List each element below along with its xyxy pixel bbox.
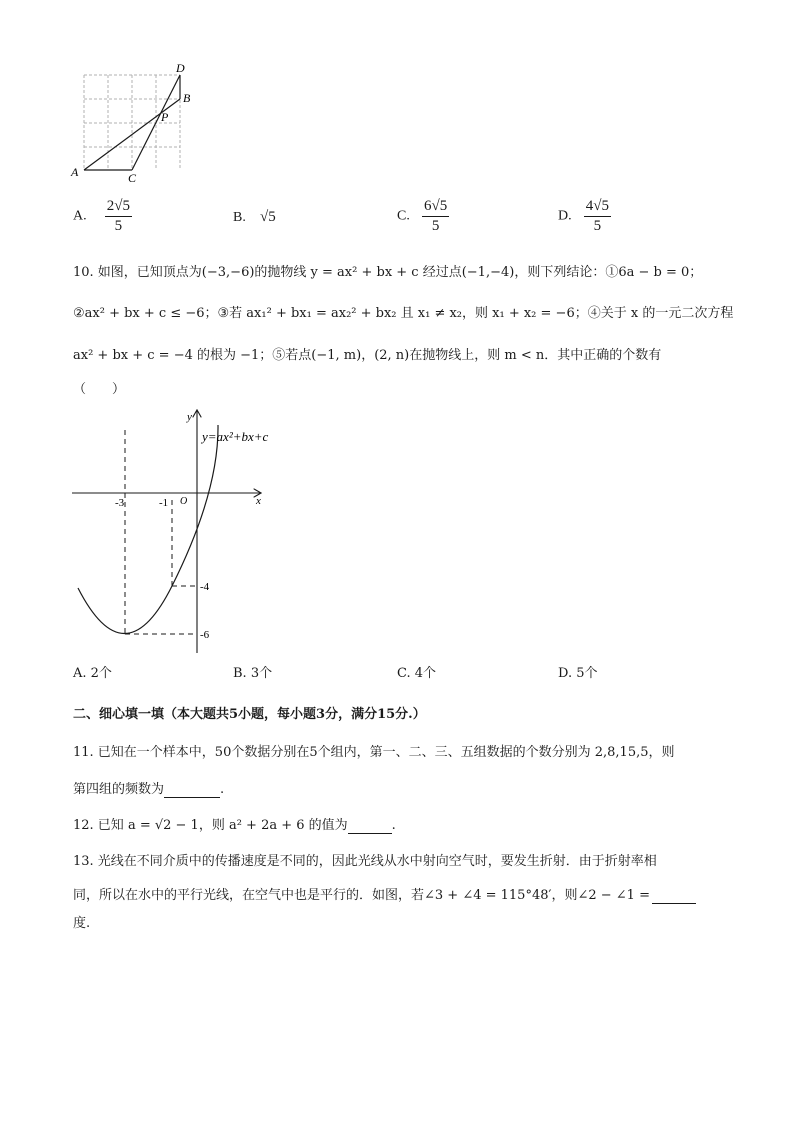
q10-tick-minus6: -6 <box>200 629 210 641</box>
q9-option-a[interactable] <box>73 198 132 235</box>
q10-tick-minus3: -3 <box>115 497 125 509</box>
q13-line-2 <box>73 884 696 904</box>
q12-line <box>73 814 396 834</box>
q9-option-d-fraction: $\frac{4√5}{5}$ <box>585 198 609 234</box>
q10-curve-label: y=ax²+bx+c <box>202 429 269 444</box>
q10-parabola-graph <box>70 405 290 655</box>
q10-option-c[interactable]: C. 4个 <box>397 666 437 681</box>
q9-option-a-fraction: $\frac{2√5}{5}$ <box>106 198 130 234</box>
q9-option-d-letter: D. <box>558 208 572 224</box>
q10-y-axis-label: y <box>187 411 192 423</box>
q9-option-b-letter: B. <box>233 210 246 225</box>
q10-line-1: 10. 如图，已知顶点为(−3,−6)的抛物线 y = ax² + bx + c 经过点(−1,−4)，则下列结论：①6a − b = 0； <box>73 265 703 280</box>
q9-label-C: C <box>128 171 137 183</box>
q10-line-3: ax² + bx + c = −4 的根为 −1；⑤若点(−1, m)，(2, n)在抛物线上，则 m < n．其中正确的个数有 <box>73 348 662 363</box>
q10-tick-minus4: -4 <box>200 581 210 593</box>
q9-label-A: A <box>71 165 79 179</box>
section-2-title: 二、细心填一填（本大题共5小题，每小题3分，满分15分.） <box>73 707 426 722</box>
q12-answer-blank[interactable] <box>348 818 392 834</box>
q10-x-axis-label: x <box>256 495 261 507</box>
q13-line-3: 度. <box>73 916 91 931</box>
q11-line-2-end: . <box>220 782 225 797</box>
q10-option-b[interactable]: B. 3个 <box>233 666 273 681</box>
q9-label-B: B <box>183 91 191 105</box>
q13-line-1: 13. 光线在不同介质中的传播速度是不同的，因此光线从水中射向空气时，要发生折射．由于折射率相 <box>73 854 657 869</box>
q9-option-c-fraction: $\frac{6√5}{5}$ <box>423 198 448 234</box>
q9-label-D: D <box>176 61 185 75</box>
q10-option-a[interactable]: A. 2个 <box>73 666 112 681</box>
q9-label-P: P <box>161 110 169 124</box>
q9-option-c[interactable] <box>397 198 449 235</box>
q11-line-2-text: 第四组的频数为 <box>73 782 165 797</box>
q10-tick-minus1: -1 <box>159 497 169 509</box>
q10-answer-paren: （ ） <box>73 382 126 397</box>
q12-end: . <box>391 818 396 833</box>
q9-option-a-letter: A. <box>73 208 87 224</box>
q11-answer-blank[interactable] <box>164 782 220 798</box>
q9-option-c-letter: C. <box>397 208 410 224</box>
q11-line-1: 11. 已知在一个样本中，50个数据分别在5个组内，第一、二、三、五组数据的个数分别为 2,8,15,5，则 <box>73 745 675 760</box>
q9-option-b-value: √5 <box>259 209 276 225</box>
q9-option-b[interactable] <box>233 209 276 226</box>
q12-text: 12. 已知 a = √2 − 1，则 a² + 2a + 6 的值为 <box>73 818 348 833</box>
q10-line-2: ②ax² + bx + c ≤ −6；③若 ax₁² + bx₁ = ax₂² + bx₂ 且 x₁ ≠ x₂，则 x₁ + x₂ = −6；④关于 x 的一元二次方程 <box>73 306 734 321</box>
q10-origin-label: O <box>180 496 188 507</box>
q13-answer-blank[interactable] <box>652 888 696 904</box>
q9-option-d[interactable] <box>558 198 611 235</box>
q13-line-2-text: 同，所以在水中的平行光线，在空气中也是平行的．如图，若∠3 + ∠4 = 115°48′，则∠2 − ∠1 = <box>73 888 650 903</box>
q9-grid-figure <box>70 58 200 183</box>
q11-line-2 <box>73 778 224 798</box>
q10-option-d[interactable]: D. 5个 <box>558 666 598 681</box>
